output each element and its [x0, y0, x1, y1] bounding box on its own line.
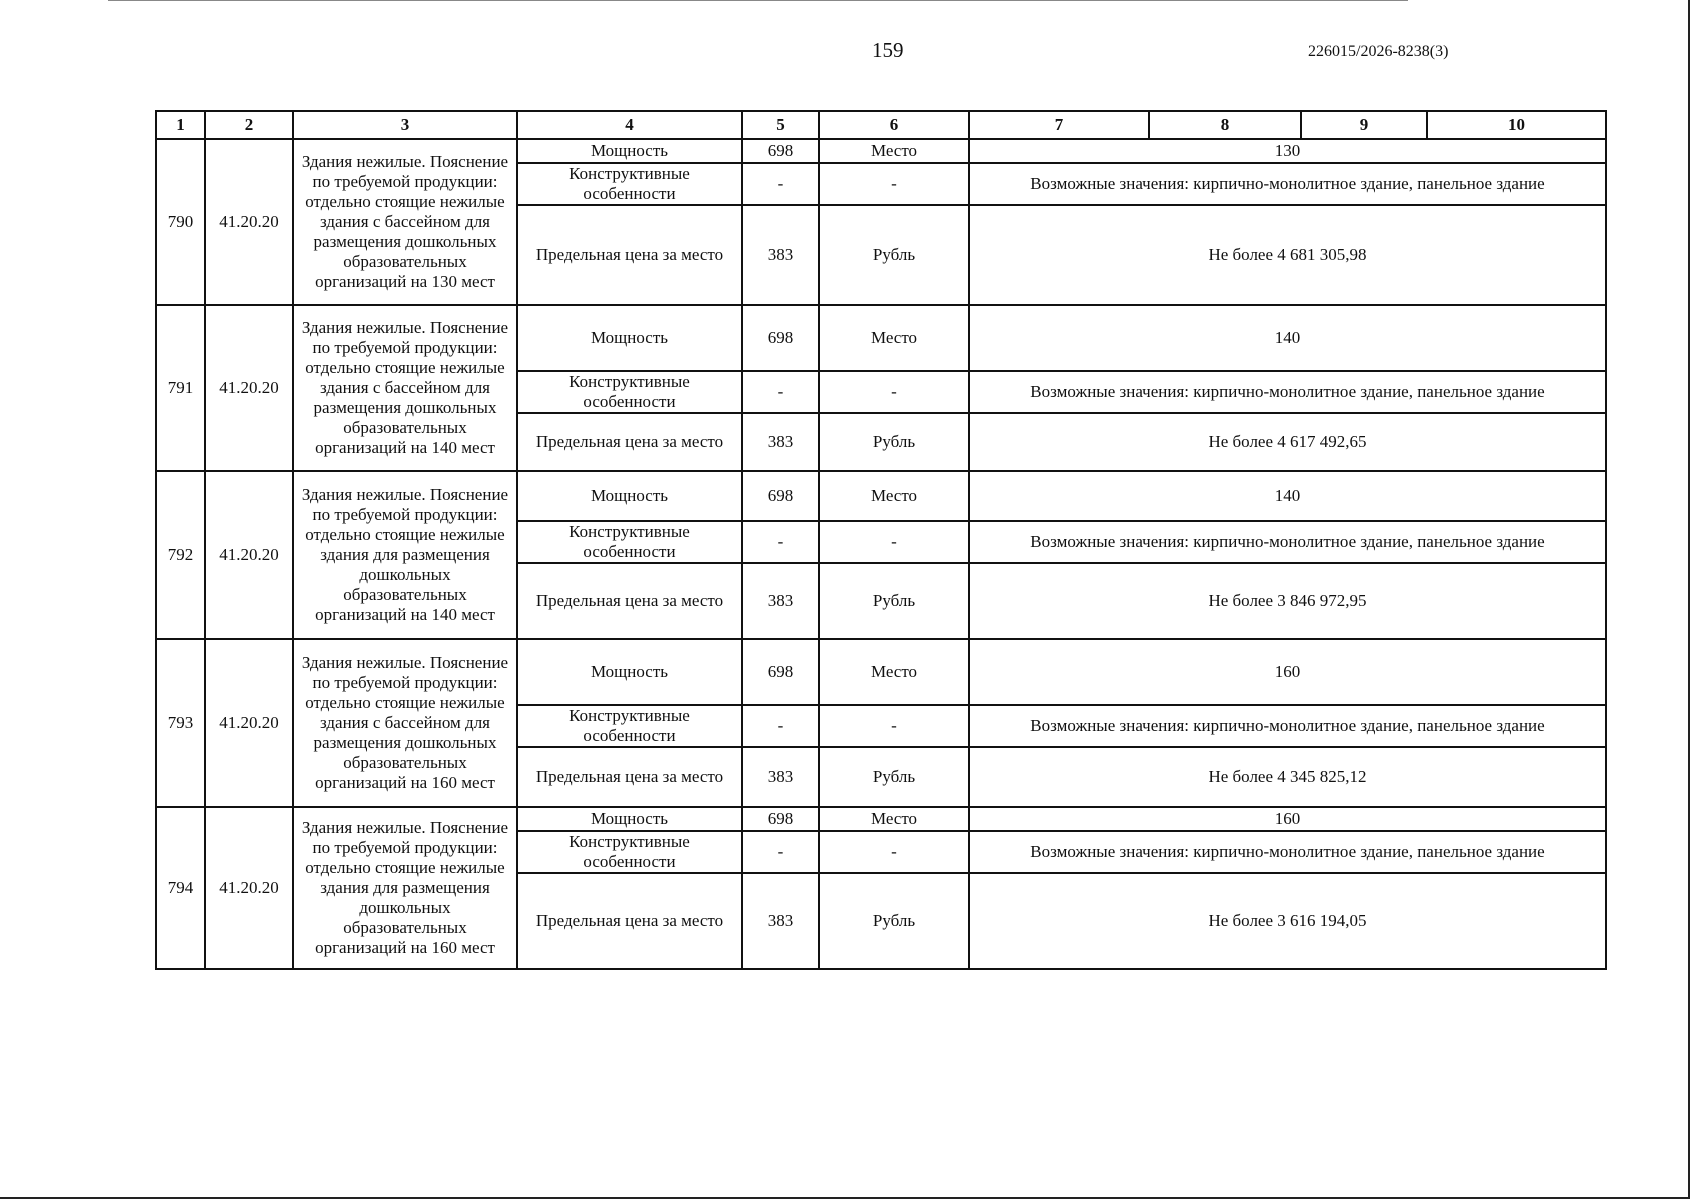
characteristic-name: Мощность: [517, 305, 742, 371]
okei-code: -: [742, 371, 819, 413]
okpd-code: 41.20.20: [205, 305, 293, 471]
characteristic-name: Предельная цена за место: [517, 873, 742, 969]
unit-name: -: [819, 831, 969, 873]
okei-code: 383: [742, 873, 819, 969]
row-number: 792: [156, 471, 205, 639]
product-description: Здания нежилые. Пояснение по требуемой продукции: отдельно стоящие нежилые здания для размещения дошкольных образовательных организаций на 160 мест: [293, 807, 517, 969]
unit-name: Рубль: [819, 747, 969, 807]
table-row: [156, 139, 1606, 163]
characteristic-name: Предельная цена за место: [517, 205, 742, 305]
top-rule: [108, 0, 1408, 1]
row-number: 793: [156, 639, 205, 807]
okei-code: 698: [742, 139, 819, 163]
okpd-code: 41.20.20: [205, 639, 293, 807]
unit-name: -: [819, 705, 969, 747]
column-header: 9: [1301, 111, 1427, 139]
characteristic-value: 140: [969, 305, 1606, 371]
specification-table: [155, 110, 1607, 970]
characteristic-value: Не более 3 846 972,95: [969, 563, 1606, 639]
product-description: Здания нежилые. Пояснение по требуемой продукции: отдельно стоящие нежилые здания с бассейном для размещения дошкольных образовательных организаций на 130 мест: [293, 139, 517, 305]
okpd-code: 41.20.20: [205, 807, 293, 969]
characteristic-value: 140: [969, 471, 1606, 521]
okei-code: 698: [742, 471, 819, 521]
unit-name: Рубль: [819, 563, 969, 639]
characteristic-value: Возможные значения: кирпично-монолитное здание, панельное здание: [969, 831, 1606, 873]
okei-code: 383: [742, 563, 819, 639]
row-number: 790: [156, 139, 205, 305]
unit-name: Место: [819, 471, 969, 521]
characteristic-name: Мощность: [517, 139, 742, 163]
product-description: Здания нежилые. Пояснение по требуемой продукции: отдельно стоящие нежилые здания с бассейном для размещения дошкольных образовательных организаций на 160 мест: [293, 639, 517, 807]
table-row: [156, 305, 1606, 371]
characteristic-value: Не более 4 617 492,65: [969, 413, 1606, 471]
table-row: [156, 807, 1606, 831]
characteristic-value: Не более 3 616 194,05: [969, 873, 1606, 969]
characteristic-value: Не более 4 345 825,12: [969, 747, 1606, 807]
column-header: 7: [969, 111, 1149, 139]
characteristic-name: Предельная цена за место: [517, 563, 742, 639]
okei-code: 383: [742, 413, 819, 471]
okpd-code: 41.20.20: [205, 471, 293, 639]
unit-name: Место: [819, 305, 969, 371]
unit-name: -: [819, 371, 969, 413]
unit-name: Рубль: [819, 873, 969, 969]
okei-code: 383: [742, 747, 819, 807]
characteristic-name: Предельная цена за место: [517, 747, 742, 807]
unit-name: -: [819, 521, 969, 563]
characteristic-value: 160: [969, 639, 1606, 705]
column-header: 1: [156, 111, 205, 139]
column-header: 8: [1149, 111, 1301, 139]
characteristic-name: Конструктивные особенности: [517, 163, 742, 205]
characteristic-value: Возможные значения: кирпично-монолитное здание, панельное здание: [969, 163, 1606, 205]
characteristic-name: Конструктивные особенности: [517, 831, 742, 873]
unit-name: Место: [819, 139, 969, 163]
page-number: 159: [872, 38, 904, 62]
characteristic-value: Возможные значения: кирпично-монолитное здание, панельное здание: [969, 521, 1606, 563]
table-row: [156, 471, 1606, 521]
okpd-code: 41.20.20: [205, 139, 293, 305]
unit-name: Рубль: [819, 205, 969, 305]
characteristic-name: Конструктивные особенности: [517, 521, 742, 563]
characteristic-value: 130: [969, 139, 1606, 163]
unit-name: Место: [819, 639, 969, 705]
okei-code: 698: [742, 807, 819, 831]
document-id: 226015/2026-8238(3): [1308, 43, 1449, 60]
column-header: 3: [293, 111, 517, 139]
characteristic-name: Мощность: [517, 639, 742, 705]
column-number-header-row: [156, 111, 1606, 139]
okei-code: -: [742, 705, 819, 747]
characteristic-name: Предельная цена за место: [517, 413, 742, 471]
characteristic-name: Конструктивные особенности: [517, 705, 742, 747]
characteristic-value: Возможные значения: кирпично-монолитное здание, панельное здание: [969, 705, 1606, 747]
okei-code: -: [742, 521, 819, 563]
unit-name: Место: [819, 807, 969, 831]
okei-code: -: [742, 831, 819, 873]
row-number: 794: [156, 807, 205, 969]
okei-code: -: [742, 163, 819, 205]
characteristic-value: 160: [969, 807, 1606, 831]
row-number: 791: [156, 305, 205, 471]
okei-code: 383: [742, 205, 819, 305]
unit-name: -: [819, 163, 969, 205]
column-header: 5: [742, 111, 819, 139]
column-header: 2: [205, 111, 293, 139]
table-row: [156, 639, 1606, 705]
okei-code: 698: [742, 639, 819, 705]
unit-name: Рубль: [819, 413, 969, 471]
characteristic-name: Конструктивные особенности: [517, 371, 742, 413]
characteristic-name: Мощность: [517, 807, 742, 831]
characteristic-value: Возможные значения: кирпично-монолитное здание, панельное здание: [969, 371, 1606, 413]
column-header: 4: [517, 111, 742, 139]
okei-code: 698: [742, 305, 819, 371]
product-description: Здания нежилые. Пояснение по требуемой продукции: отдельно стоящие нежилые здания для размещения дошкольных образовательных организаций на 140 мест: [293, 471, 517, 639]
column-header: 6: [819, 111, 969, 139]
column-header: 10: [1427, 111, 1606, 139]
characteristic-value: Не более 4 681 305,98: [969, 205, 1606, 305]
characteristic-name: Мощность: [517, 471, 742, 521]
product-description: Здания нежилые. Пояснение по требуемой продукции: отдельно стоящие нежилые здания с бассейном для размещения дошкольных образовательных организаций на 140 мест: [293, 305, 517, 471]
